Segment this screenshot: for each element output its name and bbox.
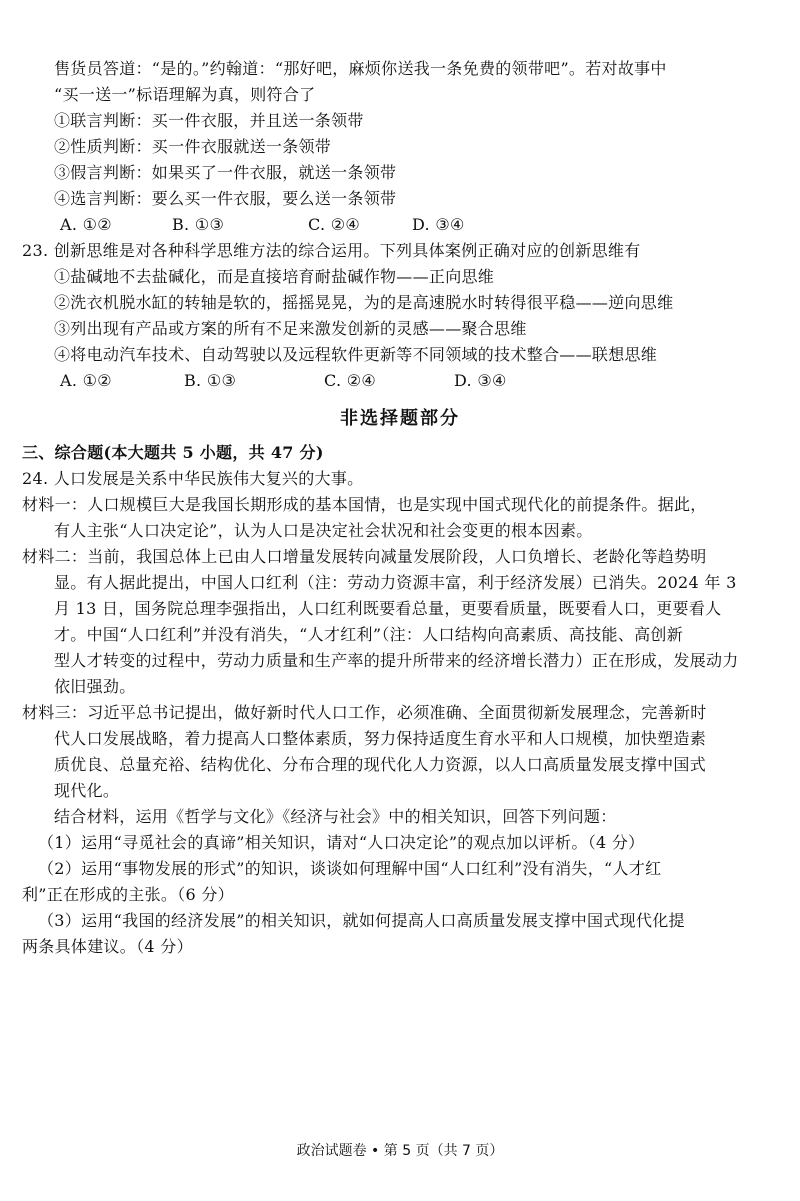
q22-line-2: “买一送一”标语理解为真，则符合了 — [54, 85, 316, 104]
q22-line-1: 售货员答道：“是的。”约翰道：“那好吧，麻烦你送我一条免费的领带吧”。若对故事中 — [54, 59, 667, 78]
q24-material-3-line-3: 质优良、总量充裕、结构优化、分布合理的现代化人力资源，以人口高质量发展支撑中国式 — [54, 755, 707, 774]
q22-item-2: ②性质判断：买一件衣服就送一条领带 — [54, 137, 332, 156]
q24-material-2-line-6: 依旧强劲。 — [54, 677, 136, 696]
q23-option-d: D. ③④ — [454, 371, 507, 390]
q23-option-b: B. ①③ — [184, 371, 237, 390]
q23-stem: 23. 创新思维是对各种科学思维方法的综合运用。下列具体案例正确对应的创新思维有 — [22, 241, 641, 260]
q23-item-4: ④将电动汽车技术、自动驾驶以及远程软件更新等不同领域的技术整合——联想思维 — [54, 345, 658, 364]
q23-option-c: C. ②④ — [324, 371, 377, 390]
page-footer: 政治试题卷 • 第 5 页（共 7 页） — [296, 1143, 504, 1159]
q23-item-3: ③列出现有产品或方案的所有不足来激发创新的灵感——聚合思维 — [54, 319, 527, 338]
q23-item-2: ②洗衣机脱水缸的转轴是软的，摇摇晃晃，为的是高速脱水时转得很平稳——逆向思维 — [54, 293, 674, 312]
q23-option-a: A. ①② — [60, 371, 112, 390]
q24-sub-question-3-line-1: （3）运用“我国的经济发展”的相关知识，就如何提高人口高质量发展支撑中国式现代化提 — [38, 911, 685, 930]
q24-instruction: 结合材料，运用《哲学与文化》《经济与社会》中的相关知识，回答下列问题： — [54, 807, 617, 826]
q24-material-2-line-3: 月 13 日，国务院总理李强指出，人口红利既要看总量，更要看质量，既要看人口，更要看人 — [54, 599, 722, 618]
q24-material-1-line-1: 材料一：人口规模巨大是我国长期形成的基本国情，也是实现中国式现代化的前提条件。据此， — [22, 495, 707, 514]
q24-sub-question-3-line-2: 两条具体建议。（4 分） — [22, 937, 193, 956]
q24-material-1-line-2: 有人主张“人口决定论”，认为人口是决定社会状况和社会变更的根本因素。 — [54, 521, 593, 540]
q22-option-d: D. ③④ — [412, 215, 465, 234]
q24-material-2-line-2: 显。有人据此提出，中国人口红利（注：劳动力资源丰富，利于经济发展）已消失。2024 年 3 — [54, 573, 737, 592]
q22-options — [60, 214, 465, 236]
q24-stem: 24. 人口发展是关系中华民族伟大复兴的大事。 — [22, 469, 364, 488]
q24-sub-question-1: （1）运用“寻觅社会的真谛”相关知识，请对“人口决定论”的观点加以评析。（4 分） — [38, 833, 645, 852]
q22-option-a: A. ①② — [60, 215, 112, 234]
q24-material-3-line-2: 代人口发展战略，着力提高人口整体素质，努力保持适度生育水平和人口规模，加快塑造素 — [54, 729, 707, 748]
q24-sub-question-2-line-2: 利”正在形成的主张。（6 分） — [22, 885, 234, 904]
q24-material-2-line-1: 材料二：当前，我国总体上已由人口增量发展转向减量发展阶段，人口负增长、老龄化等趋势明 — [22, 547, 707, 566]
q22-option-c: C. ②④ — [308, 215, 361, 234]
q23-options — [60, 370, 507, 392]
section-title: 非选择题部分 — [340, 408, 460, 429]
q22-item-4: ④选言判断：要么买一件衣服，要么送一条领带 — [54, 189, 397, 208]
q24-material-3-line-4: 现代化。 — [54, 781, 120, 800]
part3-heading: 三、综合题(本大题共 5 小题，共 47 分) — [22, 443, 324, 462]
q22-item-3: ③假言判断：如果买了一件衣服，就送一条领带 — [54, 163, 397, 182]
q22-option-b: B. ①③ — [172, 215, 225, 234]
q24-material-3-line-1: 材料三：习近平总书记提出，做好新时代人口工作，必须准确、全面贯彻新发展理念，完善新时 — [22, 703, 707, 722]
q24-sub-question-2-line-1: （2）运用“事物发展的形式”的知识，谈谈如何理解中国“人口红利”没有消失，“人才红 — [38, 859, 662, 878]
q22-item-1: ①联言判断：买一件衣服，并且送一条领带 — [54, 111, 364, 130]
q23-item-1: ①盐碱地不去盐碱化，而是直接培育耐盐碱作物——正向思维 — [54, 267, 495, 286]
q24-material-2-line-4: 才。中国“人口红利”并没有消失，“人才红利”（注：人口结构向高素质、高技能、高创新 — [54, 625, 684, 644]
q24-material-2-line-5: 型人才转变的过程中，劳动力质量和生产率的提升所带来的经济增长潜力）正在形成，发展动力 — [54, 651, 739, 670]
